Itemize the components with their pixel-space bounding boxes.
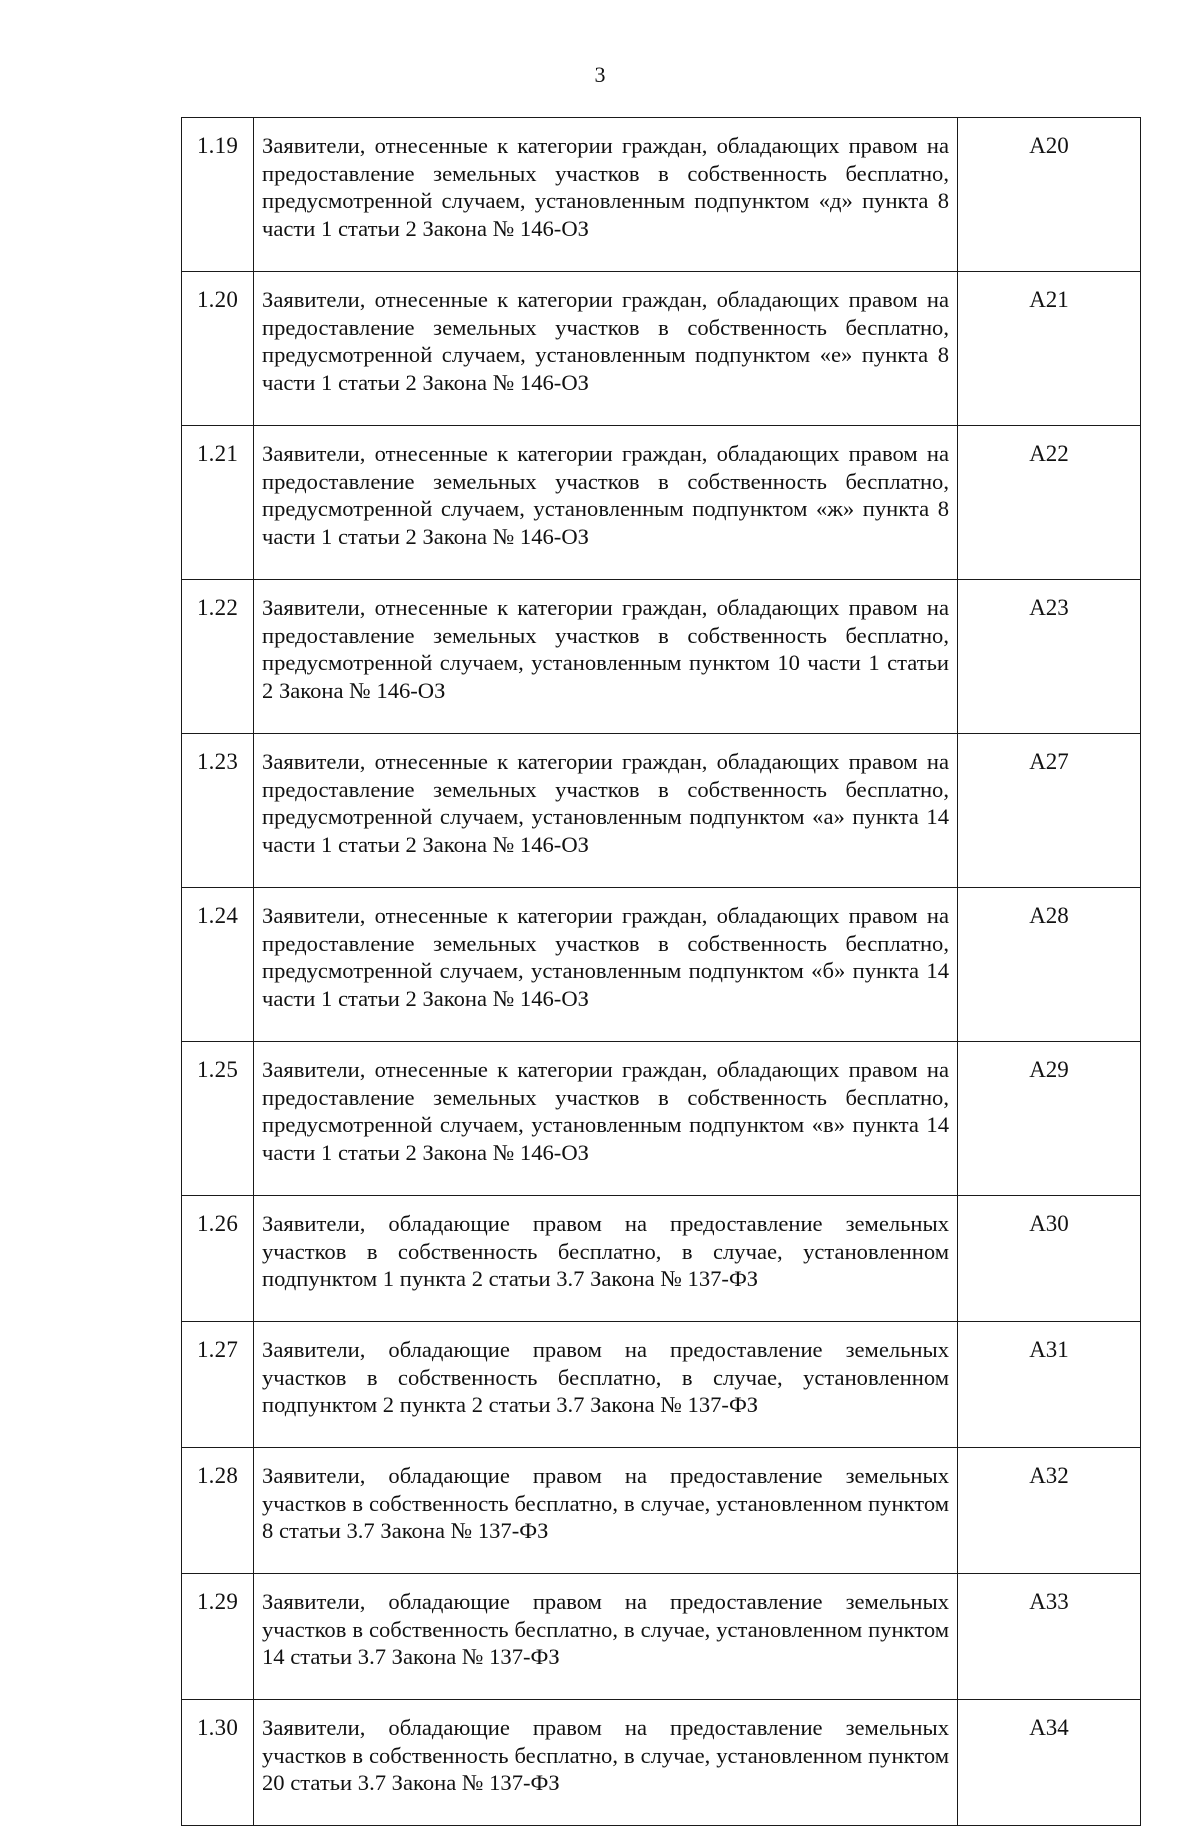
row-number: 1.25 bbox=[182, 1042, 254, 1196]
row-code: А22 bbox=[958, 426, 1141, 580]
page-number: 3 bbox=[594, 62, 606, 87]
row-code: А28 bbox=[958, 888, 1141, 1042]
table-row bbox=[182, 580, 1141, 734]
row-number: 1.20 bbox=[182, 272, 254, 426]
row-number: 1.29 bbox=[182, 1574, 254, 1700]
row-code: А31 bbox=[958, 1322, 1141, 1448]
row-number: 1.27 bbox=[182, 1322, 254, 1448]
row-number: 1.24 bbox=[182, 888, 254, 1042]
table-row bbox=[182, 1196, 1141, 1322]
row-code: А34 bbox=[958, 1700, 1141, 1826]
row-code: А23 bbox=[958, 580, 1141, 734]
row-code: А20 bbox=[958, 118, 1141, 272]
row-code: А27 bbox=[958, 734, 1141, 888]
row-description: Заявители, отнесенные к категории граждан, обладающих правом на предоставление земельных участков в собственность бесплатно, предусмотренной случаем, установленным подпунктом «е» пункта 8 части 1 статьи 2 Закона № 146-ОЗ bbox=[254, 272, 958, 426]
row-description: Заявители, отнесенные к категории граждан, обладающих правом на предоставление земельных участков в собственность бесплатно, предусмотренной случаем, установленным подпунктом «д» пункта 8 части 1 статьи 2 Закона № 146-ОЗ bbox=[254, 118, 958, 272]
table-row bbox=[182, 272, 1141, 426]
table-row bbox=[182, 426, 1141, 580]
row-description: Заявители, отнесенные к категории граждан, обладающих правом на предоставление земельных участков в собственность бесплатно, предусмотренной случаем, установленным пунктом 10 части 1 статьи 2 Закона № 146-ОЗ bbox=[254, 580, 958, 734]
row-description: Заявители, обладающие правом на предоставление земельных участков в собственность бесплатно, в случае, установленном пунктом 8 статьи 3.7 Закона № 137-ФЗ bbox=[254, 1448, 958, 1574]
row-number: 1.28 bbox=[182, 1448, 254, 1574]
row-number: 1.23 bbox=[182, 734, 254, 888]
table-row bbox=[182, 888, 1141, 1042]
row-number: 1.19 bbox=[182, 118, 254, 272]
row-code: А21 bbox=[958, 272, 1141, 426]
table-row bbox=[182, 1042, 1141, 1196]
row-description: Заявители, отнесенные к категории граждан, обладающих правом на предоставление земельных участков в собственность бесплатно, предусмотренной случаем, установленным подпунктом «ж» пункта 8 части 1 статьи 2 Закона № 146-ОЗ bbox=[254, 426, 958, 580]
applicant-categories-table bbox=[181, 117, 1141, 1826]
row-code: А29 bbox=[958, 1042, 1141, 1196]
table-row bbox=[182, 1322, 1141, 1448]
row-number: 1.30 bbox=[182, 1700, 254, 1826]
row-description: Заявители, отнесенные к категории граждан, обладающих правом на предоставление земельных участков в собственность бесплатно, предусмотренной случаем, установленным подпунктом «а» пункта 14 части 1 статьи 2 Закона № 146-ОЗ bbox=[254, 734, 958, 888]
row-description: Заявители, обладающие правом на предоставление земельных участков в собственность бесплатно, в случае, установленном подпунктом 1 пункта 2 статьи 3.7 Закона № 137-ФЗ bbox=[254, 1196, 958, 1322]
row-description: Заявители, обладающие правом на предоставление земельных участков в собственность бесплатно, в случае, установленном подпунктом 2 пункта 2 статьи 3.7 Закона № 137-ФЗ bbox=[254, 1322, 958, 1448]
table-row bbox=[182, 1574, 1141, 1700]
row-code: А33 bbox=[958, 1574, 1141, 1700]
row-description: Заявители, отнесенные к категории граждан, обладающих правом на предоставление земельных участков в собственность бесплатно, предусмотренной случаем, установленным подпунктом «б» пункта 14 части 1 статьи 2 Закона № 146-ОЗ bbox=[254, 888, 958, 1042]
table-row bbox=[182, 1448, 1141, 1574]
row-number: 1.26 bbox=[182, 1196, 254, 1322]
row-description: Заявители, обладающие правом на предоставление земельных участков в собственность бесплатно, в случае, установленном пунктом 20 статьи 3.7 Закона № 137-ФЗ bbox=[254, 1700, 958, 1826]
table-row bbox=[182, 1700, 1141, 1826]
row-description: Заявители, обладающие правом на предоставление земельных участков в собственность бесплатно, в случае, установленном пунктом 14 статьи 3.7 Закона № 137-ФЗ bbox=[254, 1574, 958, 1700]
row-number: 1.21 bbox=[182, 426, 254, 580]
row-number: 1.22 bbox=[182, 580, 254, 734]
table-row bbox=[182, 734, 1141, 888]
table-row bbox=[182, 118, 1141, 272]
row-code: А32 bbox=[958, 1448, 1141, 1574]
row-code: А30 bbox=[958, 1196, 1141, 1322]
row-description: Заявители, отнесенные к категории граждан, обладающих правом на предоставление земельных участков в собственность бесплатно, предусмотренной случаем, установленным подпунктом «в» пункта 14 части 1 статьи 2 Закона № 146-ОЗ bbox=[254, 1042, 958, 1196]
